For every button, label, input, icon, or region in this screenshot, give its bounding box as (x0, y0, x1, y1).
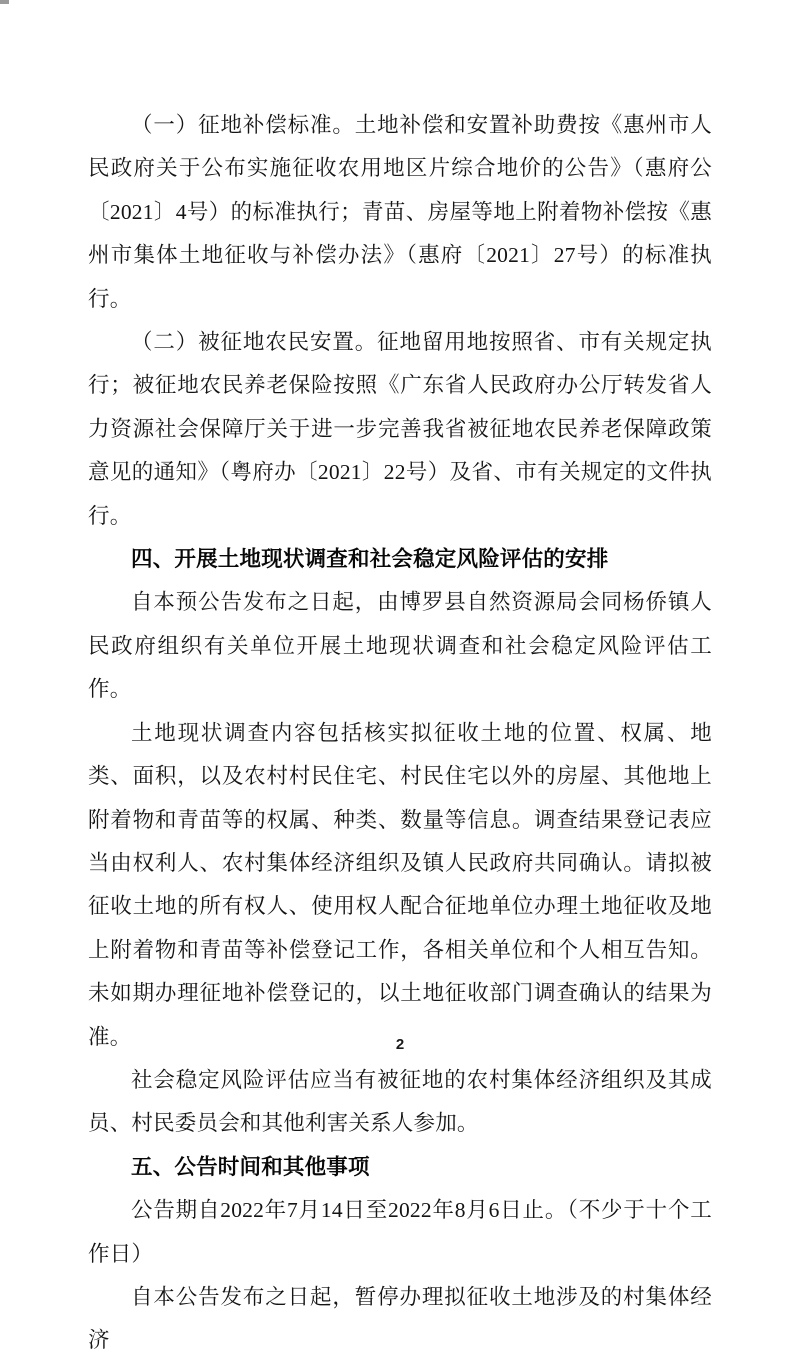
paragraph-announcement-period: 公告期自2022年7月14日至2022年8月6日止。（不少于十个工作日） (88, 1198, 712, 1266)
scan-artifact (0, 0, 9, 4)
paragraph-suspension-notice: 自本公告发布之日起，暂停办理拟征收土地涉及的村集体经济 (88, 1284, 712, 1353)
paragraph-survey-contents: 土地现状调查内容包括核实拟征收土地的位置、权属、地类、面积，以及农村村民住宅、村民住宅以外的房屋、其他地上附着物和青苗等的权属、种类、数量等信息。调查结果登记表应当由权利人、农村集体经济组织及镇人民政府共同确认。请拟被征收土地的所有权人、使用权人配合征地单位办理土地征收及地上附着物和青苗等补偿登记工作，各相关单位和个人相互告知。未如期办理征地补偿登记的，以土地征收部门调查确认的结果为准。 (88, 720, 712, 1049)
heading-section-five: 五、公告时间和其他事项 (131, 1154, 370, 1179)
heading-section-four: 四、开展土地现状调查和社会稳定风险评估的安排 (131, 547, 609, 572)
paragraph-survey-organizer: 自本预公告发布之日起，由博罗县自然资源局会同杨侨镇人民政府组织有关单位开展土地现状调查和社会稳定风险评估工作。 (88, 590, 712, 702)
document-page (88, 0, 712, 1353)
document-body (88, 104, 712, 1363)
paragraph-farmer-resettlement: （二）被征地农民安置。征地留用地按照省、市有关规定执行；被征地农民养老保险按照《广东省人民政府办公厅转发省人力资源社会保障厅关于进一步完善我省被征地农民养老保障政策意见的通知》（粤府办〔2021〕22号）及省、市有关规定的文件执行。 (88, 330, 712, 528)
paragraph-compensation-standard: （一）征地补偿标准。土地补偿和安置补助费按《惠州市人民政府关于公布实施征收农用地区片综合地价的公告》（惠府公〔2021〕4号）的标准执行；青苗、房屋等地上附着物补偿按《惠州市集体土地征收与补偿办法》（惠府〔2021〕27号）的标准执行。 (88, 113, 712, 311)
paragraph-risk-assessment-participants: 社会稳定风险评估应当有被征地的农村集体经济组织及其成员、村民委员会和其他利害关系人参加。 (88, 1067, 712, 1136)
page-number: 2 (395, 1036, 405, 1053)
